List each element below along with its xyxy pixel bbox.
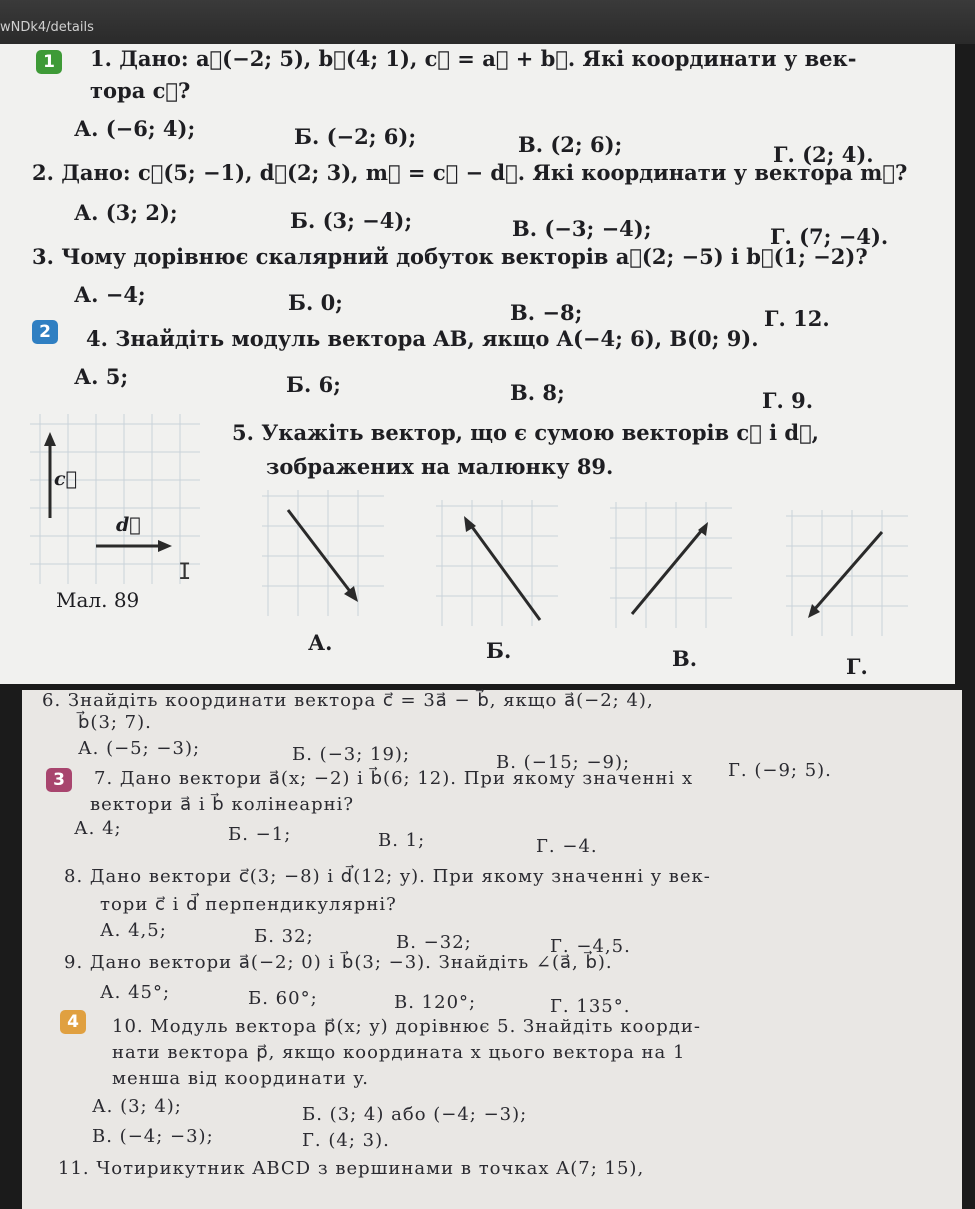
- q10-option-d: Г. (4; 3).: [302, 1130, 390, 1151]
- q1-option-b: Б. (−2; 6);: [294, 124, 417, 149]
- q4-option-d: Г. 9.: [762, 388, 814, 413]
- q10-text-line3: менша від координати y.: [112, 1068, 369, 1089]
- textbook-page-top: [0, 44, 955, 684]
- q2-text: 2. Дано: c⃗(5; −1), d⃗(2; 3), m⃗ = c⃗ − d⃗. Які координати у вектора m⃗?: [32, 160, 908, 185]
- q5-option-d: Г.: [846, 654, 868, 679]
- q8-option-b: Б. 32;: [254, 926, 314, 947]
- q4-option-a: А. 5;: [74, 364, 129, 389]
- q5-option-b: Б.: [486, 638, 512, 663]
- q3-text: 3. Чому дорівнює скалярний добуток векторів a⃗(2; −5) і b⃗(1; −2)?: [32, 244, 868, 269]
- option-g-figure[interactable]: [786, 510, 908, 636]
- q7-option-a: А. 4;: [74, 818, 122, 839]
- q9-option-c: В. 120°;: [394, 992, 477, 1013]
- browser-url-bar[interactable]: [0, 0, 975, 44]
- q10-option-a: А. (3; 4);: [92, 1096, 182, 1117]
- q2-option-d: Г. (7; −4).: [770, 224, 889, 249]
- level-3-badge: 3: [46, 768, 72, 792]
- q6-text-line2: b⃗(3; 7).: [78, 712, 152, 733]
- q8-text-line2: тори c⃗ і d⃗ перпендикулярні?: [100, 894, 397, 915]
- q4-option-c: В. 8;: [510, 380, 565, 405]
- figure-label-d: d⃗: [116, 514, 141, 536]
- figure-caption: Мал. 89: [56, 588, 140, 612]
- q1-text-line1: 1. Дано: a⃗(−2; 5), b⃗(4; 1), c⃗ = a⃗ + b⃗. Які координати у век-: [90, 46, 857, 71]
- q5-text-line2: зображених на малюнку 89.: [266, 454, 614, 479]
- q4-text: 4. Знайдіть модуль вектора AB, якщо A(−4; 6), B(0; 9).: [86, 326, 759, 351]
- q10-option-c: В. (−4; −3);: [92, 1126, 214, 1147]
- q8-option-c: В. −32;: [396, 932, 472, 953]
- q6-option-c: В. (−15; −9);: [496, 752, 631, 773]
- q8-option-a: А. 4,5;: [100, 920, 167, 941]
- q7-text-line2: вектори a⃗ і b⃗ колінеарні?: [90, 794, 355, 815]
- q2-option-a: А. (3; 2);: [74, 200, 178, 225]
- q10-text-line2: нати вектора p⃗, якщо координата x цього вектора на 1: [112, 1042, 686, 1063]
- q5-text-line1: 5. Укажіть вектор, що є сумою векторів c⃗ і d⃗,: [232, 420, 819, 445]
- q8-text-line1: 8. Дано вектори c⃗(3; −8) і d⃗(12; y). При якому значенні y век-: [64, 866, 711, 887]
- q9-option-d: Г. 135°.: [550, 996, 631, 1017]
- level-1-badge: 1: [36, 50, 62, 74]
- q3-option-d: Г. 12.: [764, 306, 830, 331]
- q8-option-d: Г. −4,5.: [550, 936, 631, 957]
- q7-option-d: Г. −4.: [536, 836, 598, 857]
- figure-89-grid: [30, 414, 200, 584]
- q1-option-d: Г. (2; 4).: [773, 142, 874, 167]
- q10-text-line1: 10. Модуль вектора p⃗(x; y) дорівнює 5. Знайдіть коорди-: [112, 1016, 701, 1037]
- option-a-figure[interactable]: [262, 490, 384, 616]
- textbook-page-bottom: [22, 690, 962, 1209]
- text-cursor-icon: I: [178, 560, 192, 585]
- q3-option-a: А. −4;: [74, 282, 146, 307]
- q6-text-line1: 6. Знайдіть координати вектора c⃗ = 3a⃗ − b⃗, якщо a⃗(−2; 4),: [42, 690, 654, 711]
- level-4-badge: 4: [60, 1010, 86, 1034]
- q3-option-b: Б. 0;: [288, 290, 343, 315]
- q5-option-c: В.: [672, 646, 698, 671]
- figure-label-c: c⃗: [54, 468, 77, 490]
- q9-option-a: А. 45°;: [100, 982, 171, 1003]
- q4-option-b: Б. 6;: [286, 372, 341, 397]
- q10-option-b: Б. (3; 4) або (−4; −3);: [302, 1104, 528, 1125]
- q9-text: 9. Дано вектори a⃗(−2; 0) і b⃗(3; −3). Знайдіть ∠(a⃗, b⃗).: [64, 952, 613, 973]
- q3-option-c: В. −8;: [510, 300, 583, 325]
- q1-option-c: В. (2; 6);: [518, 132, 623, 157]
- q7-text-line1: 7. Дано вектори a⃗(x; −2) і b⃗(6; 12). При якому значенні x: [94, 768, 694, 789]
- q6-option-d: Г. (−9; 5).: [728, 760, 832, 781]
- q7-option-c: В. 1;: [378, 830, 426, 851]
- q6-option-b: Б. (−3; 19);: [292, 744, 411, 765]
- option-b-figure[interactable]: [436, 500, 558, 626]
- q9-option-b: Б. 60°;: [248, 988, 318, 1009]
- level-2-badge: 2: [32, 320, 58, 344]
- q1-text-line2: тора c⃗?: [90, 78, 191, 103]
- q2-option-c: В. (−3; −4);: [512, 216, 652, 241]
- url-text[interactable]: wNDk4/details: [0, 20, 94, 35]
- q6-option-a: А. (−5; −3);: [78, 738, 201, 759]
- q5-option-a: А.: [308, 630, 333, 655]
- q11-text: 11. Чотирикутник ABCD з вершинами в точках A(7; 15),: [58, 1158, 645, 1179]
- option-v-figure[interactable]: [610, 502, 732, 628]
- q1-option-a: А. (−6; 4);: [74, 116, 196, 141]
- q7-option-b: Б. −1;: [228, 824, 292, 845]
- q2-option-b: Б. (3; −4);: [290, 208, 413, 233]
